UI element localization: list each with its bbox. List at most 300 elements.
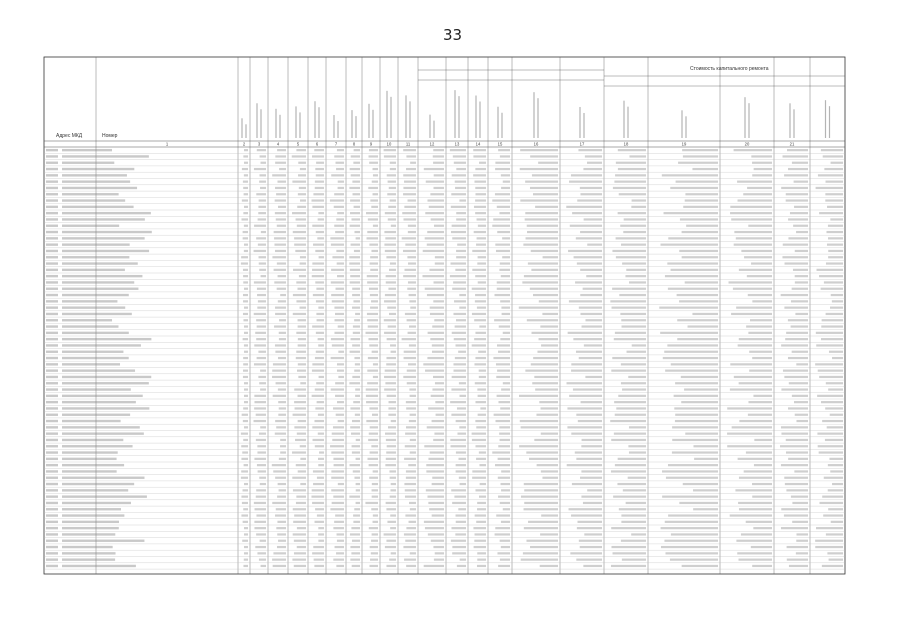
cell-text <box>300 382 306 384</box>
cell-text <box>405 540 416 542</box>
cell-text <box>259 174 266 176</box>
cell-text <box>477 552 486 554</box>
cell-text <box>244 174 248 176</box>
cell-text <box>524 483 558 485</box>
cell-text <box>274 244 286 246</box>
cell-text <box>454 496 466 498</box>
cell-text <box>298 420 306 422</box>
cell-text <box>316 288 324 290</box>
cell-text <box>244 162 248 164</box>
cell-text <box>391 225 396 227</box>
cell-text <box>787 149 808 151</box>
row-text <box>62 174 127 176</box>
cell-text <box>574 256 602 258</box>
cell-text <box>817 433 843 435</box>
cell-text <box>277 521 286 523</box>
cell-text <box>534 376 558 378</box>
cell-text <box>675 414 718 416</box>
cell-text <box>280 445 286 447</box>
cell-text <box>254 407 266 409</box>
cell-text <box>611 439 646 441</box>
cell-text <box>783 244 808 246</box>
cell-text <box>425 212 444 214</box>
cell-text <box>473 174 486 176</box>
cell-text <box>788 458 808 460</box>
cell-text <box>337 262 344 264</box>
cell-text <box>312 155 324 157</box>
cell-text <box>388 325 396 327</box>
cell-text <box>369 433 378 435</box>
cell-text <box>477 565 486 567</box>
cell-text <box>315 445 324 447</box>
cell-text <box>571 174 602 176</box>
cell-text <box>405 514 416 516</box>
cell-text <box>257 445 266 447</box>
cell-text <box>294 552 306 554</box>
cell-text <box>244 193 248 195</box>
cell-text <box>781 187 808 189</box>
cell-text <box>495 193 510 195</box>
cell-text <box>338 325 344 327</box>
cell-text <box>621 514 646 516</box>
cell-text <box>570 552 602 554</box>
cell-text <box>477 307 486 309</box>
cell-text <box>540 325 558 327</box>
cell-text <box>243 521 248 523</box>
cell-text <box>819 212 843 214</box>
cell-text <box>350 275 360 277</box>
cell-text <box>619 294 646 296</box>
cell-text <box>520 168 558 170</box>
cell-text <box>277 225 286 227</box>
cell-text <box>622 559 646 561</box>
cell-text <box>425 288 444 290</box>
cell-text <box>350 407 360 409</box>
cell-text <box>571 370 602 372</box>
cell-text <box>426 464 444 466</box>
cell-text <box>331 477 344 479</box>
cell-text <box>796 363 808 365</box>
cell-text <box>433 149 444 151</box>
column-number: 17 <box>579 141 585 147</box>
cell-text <box>583 502 602 504</box>
cell-text <box>827 426 843 428</box>
cell-text <box>403 250 416 252</box>
cell-text <box>331 470 344 472</box>
cell-text <box>366 332 378 334</box>
cell-text <box>386 502 396 504</box>
cell-text <box>737 181 772 183</box>
cell-text <box>315 407 324 409</box>
cell-text <box>821 338 843 340</box>
cell-text <box>754 168 772 170</box>
cell-text <box>752 483 772 485</box>
cell-text <box>612 357 646 359</box>
cell-text <box>498 565 510 567</box>
cell-text <box>384 149 396 151</box>
row-text <box>62 426 140 428</box>
cell-text <box>332 300 344 302</box>
cell-text <box>258 351 266 353</box>
cell-text <box>476 458 486 460</box>
cell-text <box>430 307 444 309</box>
row-text <box>62 369 135 371</box>
row-text <box>62 269 125 271</box>
cell-text <box>660 332 718 334</box>
cell-text <box>576 351 602 353</box>
cell-text <box>520 199 558 201</box>
cell-text <box>314 149 324 151</box>
cell-text <box>543 256 558 258</box>
cell-text <box>528 262 558 264</box>
cell-text <box>796 552 808 554</box>
cell-text <box>406 565 416 567</box>
cell-text <box>493 218 510 220</box>
row-text <box>46 180 58 182</box>
row-text <box>46 212 58 214</box>
row-text <box>46 426 58 428</box>
cell-text <box>350 546 360 548</box>
cell-text <box>731 218 772 220</box>
cell-text <box>503 181 510 183</box>
cell-text <box>387 174 396 176</box>
cell-text <box>617 483 646 485</box>
cell-text <box>751 546 772 548</box>
cell-text <box>821 401 843 403</box>
cell-text <box>274 231 286 233</box>
cell-text <box>434 319 444 321</box>
cell-text <box>829 351 843 353</box>
cell-text <box>432 483 444 485</box>
cell-text <box>474 206 486 208</box>
cell-text <box>451 540 466 542</box>
cell-text <box>294 514 306 516</box>
cell-text <box>571 433 602 435</box>
cell-text <box>314 420 324 422</box>
cell-text <box>786 332 808 334</box>
cell-text <box>735 489 772 491</box>
cell-text <box>384 244 396 246</box>
cell-text <box>241 218 248 220</box>
cell-text <box>456 250 466 252</box>
cell-text <box>369 155 378 157</box>
cell-text <box>280 451 286 453</box>
cell-text <box>369 344 378 346</box>
cell-text <box>244 527 248 529</box>
row-text <box>62 420 121 422</box>
cell-text <box>730 514 772 516</box>
cell-text <box>727 445 772 447</box>
cell-text <box>479 162 486 164</box>
cell-text <box>404 458 416 460</box>
cell-text <box>729 281 772 283</box>
cell-text <box>367 275 378 277</box>
cell-text <box>260 426 266 428</box>
cell-text <box>409 344 416 346</box>
row-text <box>62 281 134 283</box>
cell-text <box>427 426 444 428</box>
cell-text <box>276 426 286 428</box>
cell-text <box>402 338 416 340</box>
cell-text <box>454 162 466 164</box>
cell-text <box>244 344 248 346</box>
cell-text <box>496 363 510 365</box>
cell-text <box>330 445 344 447</box>
cell-text <box>275 514 286 516</box>
cell-text <box>532 174 558 176</box>
cell-text <box>428 332 444 334</box>
cell-text <box>529 458 558 460</box>
cell-text <box>475 193 486 195</box>
cell-text <box>828 464 843 466</box>
cell-text <box>335 382 344 384</box>
cell-text <box>668 514 718 516</box>
cell-text <box>405 313 416 315</box>
cell-text <box>536 414 558 416</box>
cell-text <box>259 477 266 479</box>
cell-text <box>824 281 843 283</box>
cell-text <box>424 168 444 170</box>
cell-text <box>292 451 306 453</box>
row-text <box>46 193 58 195</box>
cell-text <box>354 231 360 233</box>
cell-text <box>391 351 396 353</box>
cell-text <box>573 338 602 340</box>
cell-text <box>500 439 510 441</box>
cell-text <box>293 533 306 535</box>
cell-text <box>258 206 266 208</box>
cell-text <box>818 370 843 372</box>
cell-text <box>530 155 558 157</box>
cell-text <box>498 149 510 151</box>
cell-text <box>242 168 248 170</box>
cell-text <box>431 218 444 220</box>
cell-text <box>474 319 486 321</box>
cell-text <box>350 168 360 170</box>
cell-text <box>575 451 602 453</box>
cell-text <box>750 319 772 321</box>
cell-text <box>456 319 466 321</box>
cell-text <box>241 256 248 258</box>
cell-text <box>731 313 772 315</box>
cell-text <box>732 426 772 428</box>
cell-text <box>243 212 248 214</box>
cell-text <box>390 262 396 264</box>
cell-text <box>830 218 843 220</box>
cell-text <box>352 451 360 453</box>
cell-text <box>403 187 416 189</box>
row-text <box>46 514 58 516</box>
cell-text <box>272 559 286 561</box>
cell-text <box>258 212 266 214</box>
cell-text <box>587 489 602 491</box>
cell-text <box>296 351 306 353</box>
cell-text <box>825 407 843 409</box>
row-text <box>46 243 58 245</box>
cell-text <box>315 357 324 359</box>
cell-text <box>676 181 718 183</box>
cell-text <box>456 521 466 523</box>
cell-text <box>623 231 646 233</box>
cell-text <box>274 281 286 283</box>
cell-text <box>580 231 602 233</box>
cell-text <box>479 451 486 453</box>
cell-text <box>335 395 344 397</box>
cell-text <box>621 319 646 321</box>
cell-text <box>434 281 444 283</box>
cell-text <box>275 344 286 346</box>
cell-text <box>454 338 466 340</box>
cell-text <box>816 527 843 529</box>
cell-text <box>435 401 444 403</box>
cell-text <box>335 313 344 315</box>
cell-text <box>627 351 646 353</box>
cell-text <box>746 521 772 523</box>
cell-text <box>794 206 808 208</box>
cell-text <box>386 508 396 510</box>
cell-text <box>821 325 843 327</box>
cell-text <box>312 426 324 428</box>
cell-text <box>277 533 286 535</box>
cell-text <box>353 300 360 302</box>
cell-text <box>781 433 808 435</box>
cell-text <box>372 483 378 485</box>
column-number: 19 <box>681 141 687 147</box>
cell-text <box>786 199 808 201</box>
cell-text <box>408 363 416 365</box>
cell-text <box>816 344 843 346</box>
cell-text <box>354 508 360 510</box>
cell-text <box>293 414 306 416</box>
cell-text <box>386 357 396 359</box>
row-text <box>46 388 58 390</box>
cell-text <box>410 451 416 453</box>
row-text <box>46 451 58 453</box>
cell-text <box>297 433 306 435</box>
cell-text <box>371 300 378 302</box>
cell-text <box>256 533 266 535</box>
cell-text <box>350 559 360 561</box>
cell-text <box>739 269 772 271</box>
cell-text <box>571 514 602 516</box>
cell-text <box>330 508 344 510</box>
cell-text <box>372 489 378 491</box>
cell-text <box>331 388 344 390</box>
cell-text <box>403 193 416 195</box>
cell-text <box>818 445 843 447</box>
cell-text <box>336 414 344 416</box>
cell-text <box>295 250 306 252</box>
cell-text <box>356 489 360 491</box>
cell-text <box>501 275 510 277</box>
cell-text <box>795 281 808 283</box>
cell-text <box>333 527 344 529</box>
cell-text <box>457 244 466 246</box>
cell-text <box>752 357 772 359</box>
cell-text <box>352 540 360 542</box>
cell-text <box>569 395 602 397</box>
row-text <box>62 407 149 409</box>
cell-text <box>525 370 558 372</box>
cell-text <box>459 382 466 384</box>
cell-text <box>242 414 248 416</box>
cell-text <box>369 565 378 567</box>
cell-text <box>355 395 360 397</box>
cell-text <box>730 206 772 208</box>
row-text <box>62 243 130 245</box>
cell-text <box>580 269 602 271</box>
cell-text <box>243 155 248 157</box>
cell-text <box>432 388 444 390</box>
cell-text <box>350 533 360 535</box>
cell-text <box>530 288 558 290</box>
cell-text <box>244 225 248 227</box>
cell-text <box>313 244 324 246</box>
row-text <box>62 552 116 554</box>
cell-text <box>500 502 510 504</box>
cell-text <box>752 565 772 567</box>
cell-text <box>337 149 344 151</box>
cell-text <box>825 439 843 441</box>
cell-text <box>621 382 646 384</box>
cell-text <box>405 433 416 435</box>
cell-text <box>685 199 718 201</box>
cell-text <box>675 382 718 384</box>
cell-text <box>498 445 510 447</box>
cell-text <box>313 294 324 296</box>
cell-text <box>260 187 266 189</box>
cell-text <box>788 168 808 170</box>
row-text <box>62 357 129 359</box>
cell-text <box>477 559 486 561</box>
cell-text <box>587 162 602 164</box>
row-text <box>62 470 117 472</box>
cell-text <box>292 181 306 183</box>
cell-text <box>632 199 646 201</box>
cell-text <box>456 218 466 220</box>
cell-text <box>501 307 510 309</box>
cell-text <box>244 483 248 485</box>
cell-text <box>618 212 646 214</box>
row-text <box>46 445 58 447</box>
cell-text <box>495 162 510 164</box>
cell-text <box>452 376 466 378</box>
cell-text <box>436 414 444 416</box>
cell-text <box>354 477 360 479</box>
cell-text <box>298 325 306 327</box>
cell-text <box>433 546 444 548</box>
cell-text <box>788 357 808 359</box>
cell-text <box>293 508 306 510</box>
cell-text <box>244 307 248 309</box>
cell-text <box>739 338 772 340</box>
cell-text <box>665 275 718 277</box>
cell-text <box>372 414 378 416</box>
column-number: 6 <box>315 141 319 147</box>
cell-text <box>254 527 266 529</box>
cell-text <box>390 527 396 529</box>
cell-text <box>335 231 344 233</box>
cell-text <box>254 502 266 504</box>
cell-text <box>785 338 808 340</box>
cell-text <box>279 338 286 340</box>
cell-text <box>542 477 558 479</box>
cell-text <box>408 225 416 227</box>
page-number: 33 <box>442 26 463 44</box>
cell-text <box>256 514 266 516</box>
cell-text <box>294 388 306 390</box>
cell-text <box>476 426 486 428</box>
